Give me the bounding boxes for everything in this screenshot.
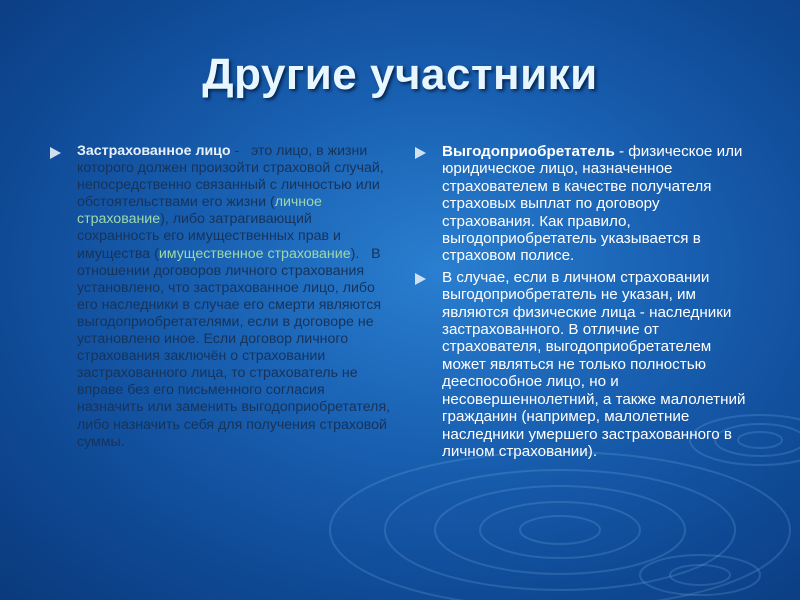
bullet-beneficiary-heirs — [415, 269, 755, 460]
slide-title: Другие участники — [202, 50, 598, 99]
arrow-bullet-icon — [415, 273, 426, 285]
left-column — [50, 143, 395, 451]
link-property-insurance[interactable]: имущественное страхование — [158, 245, 351, 262]
dash: - — [230, 143, 252, 159]
beneficiary-heirs-text: В случае, если в личном страховании выгодоприобретатель не указан, им являются физические лица - наследники застрахованного. В отличие от страхователя, выгодоприобретателем может являться не только полностью дееспособное лицо, но и несовершеннолетний, а также малолетний гражданин (например, малолетние наследники умершего застрахованного в личном страховании). — [442, 268, 746, 460]
arrow-bullet-icon — [50, 147, 61, 159]
beneficiary-definition: - физическое или юридическое лицо, назначенное страхователем в качестве получателя страховых выплат по договору страхования. Как правило, выгодоприобретатель указывается в страховом полисе. — [442, 143, 743, 265]
definition-part-2: ), либо затрагивающий сохранность его имущественных прав и имущества ( — [77, 211, 341, 262]
term-insured-person: Застрахованное лицо — [77, 143, 231, 159]
right-column — [415, 143, 755, 460]
bullet-insured-person — [50, 143, 395, 451]
arrow-bullet-icon — [415, 147, 426, 159]
term-beneficiary: Выгодоприобретатель — [442, 143, 615, 160]
link-personal-insurance[interactable]: личное страхование — [77, 194, 322, 228]
definition-part-3: ). В отношении договоров личного страхования установлено, что застрахованное лицо, либо его наследники в случае его смерти являются выгодоприобретателями, если в договоре не установлено иное. Если договор личного страхования заключён о страховании застрахованного лица, то страхователь не вправе без его письменного согласия назначить или заменить выгодоприобретателя, либо назначить себя для получения страховой суммы. — [77, 245, 395, 450]
definition-part-1: это лицо, в жизни которого должен произойти страховой случай, непосредственно связанный с личностью или обстоятельствами его жизни ( — [77, 143, 384, 211]
bullet-beneficiary — [415, 143, 755, 265]
